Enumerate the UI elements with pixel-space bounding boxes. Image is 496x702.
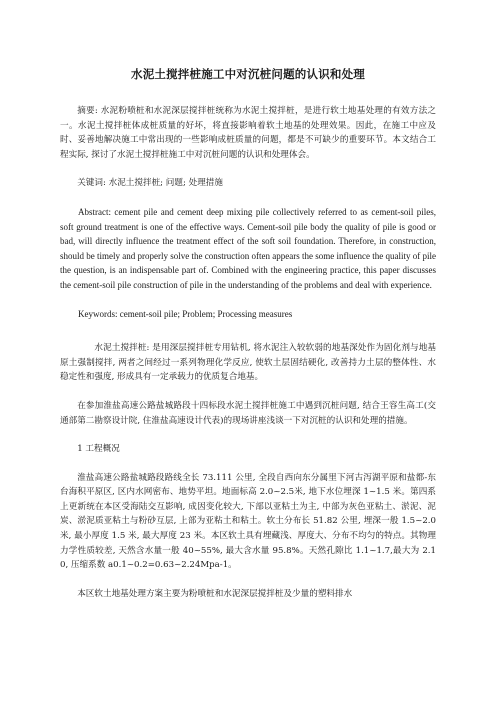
- project-overview-paragraph: 淮盐高速公路盐城路段路线全长 73.111 公里, 全段自西向东分属里下河古泻湖平原和盐都-东台海积平原区, 区内水网密布、地势平坦。地面标高 2.0~2.5米, 地下水位埋深 1~1.5 米。第四系上更新统在本区受海陆交互影响, 成因变化较大, 下部以亚粘土为主, 中部为灰色亚粘土、淤泥、泥炭、淤泥质亚粘土与粉砂互层, 上部为亚粘土和粘土。软土分布长 51.82 公里, 埋深一般 1.5~2.0 米, 最小厚度 1.5 米, 最大厚度 23 米。本区软土具有埋藏浅、厚度大、分布不均匀的特点。其物理力学性质较差, 天然含水量一般 40~55%, 最大含水量 95.8%。天然孔隙比 1.1~1.7,最大为 2.10, 压缩系数 a0.1~0.2=0.63~2.24Mpa-1。: [60, 472, 436, 571]
- abstract-chinese: 摘要: 水泥粉喷桩和水泥深层搅拌桩统称为水泥土搅拌桩，是进行软土地基处理的有效方法之一。水泥土搅拌桩体成桩质量的好坏，将直接影响着软土地基的处理效果。因此，在施工中应及时、妥善地解决施工中常出现的一些影响成桩质量的问题，都是不可缺少的重要环节。本文结合工程实际, 探讨了水泥土搅拌桩施工中对沉桩问题的认识和处理体会。: [60, 106, 436, 160]
- background-paragraph: 在参加淮盐高速公路盐城路段十四标段水泥土搅拌桩施工中遇到沉桩问题, 结合王容生高工(交通部第二勘察设计院, 住淮盐高速设计代表)的现场讲座浅谈一下对沉桩的认识和处理的措施。: [60, 400, 436, 426]
- keywords-english: Keywords: cement-soil pile; Problem; Processing measures: [78, 308, 293, 319]
- intro-paragraph: 水泥土搅拌桩: 是用深层搅拌桩专用钻机, 将水泥注入较软弱的地基深处作为固化剂与地基原土强制搅拌, 两者之间经过一系列物理化学反应, 使软土层固结硬化, 改善持力土层的整体性、水稳定性和强度, 形成具有一定承载力的优质复合地基。: [60, 343, 436, 383]
- treatment-plan-paragraph: 本区软土地基处理方案主要为粉喷桩和水泥深层搅拌桩及少量的塑料排水: [77, 588, 353, 599]
- abstract-english: Abstract: cement pile and cement deep mixing pile collectively referred to as cement-soil piles, soft ground treatment is one of the effective ways. Cement-soil pile body the quality of pile is good or bad, will directly influence the treatment effect of the soft soil foundation. Therefore, in construction, should be timely and properly solve the construction often appears the some influence the quality of pile the question, is an indispensable part of. Combined with the engineering practice, this paper discusses the cement-soil pile construction of pile in the understanding of the problems and deal with experience.: [60, 206, 436, 290]
- section-heading-1: 1 工程概况: [77, 444, 120, 455]
- document-title: 水泥土搅拌桩施工中对沉桩问题的认识和处理: [131, 67, 365, 81]
- keywords-chinese: 关键词: 水泥土搅拌桩; 问题; 处理措施: [77, 178, 223, 189]
